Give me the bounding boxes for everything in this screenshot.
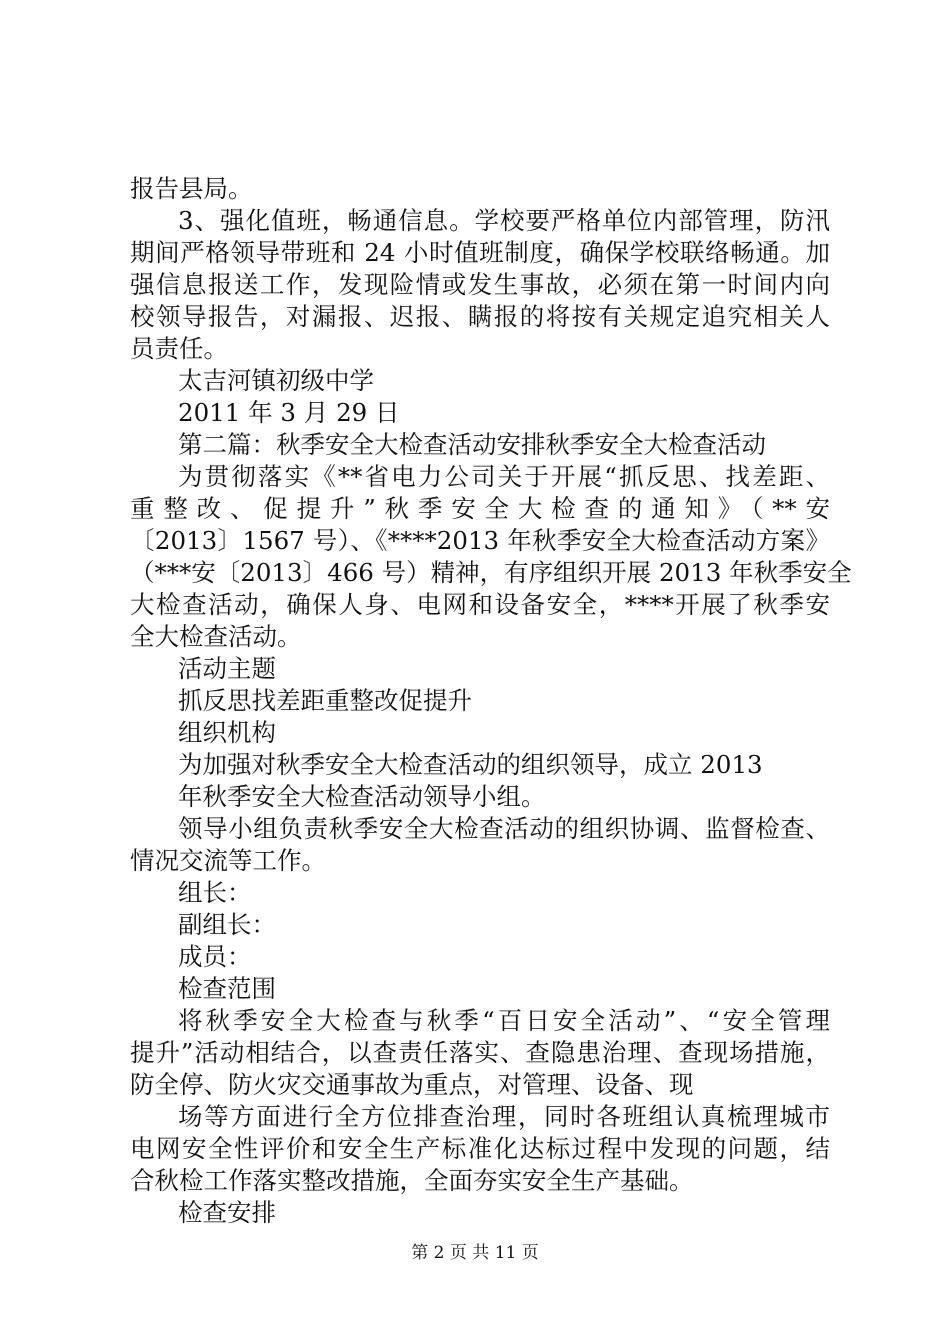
body-text-line: 成员： xyxy=(178,942,252,971)
body-text-line: 为加强对秋季安全大检查活动的组织领导，成立 2013 xyxy=(178,750,763,779)
body-text-line: 副组长： xyxy=(178,910,276,939)
signature-org: 太吉河镇初级中学 xyxy=(178,366,374,395)
body-text-line: 员责任。 xyxy=(130,334,228,363)
body-text-line: 强信息报送工作，发现险情或发生事故，必须在第一时间内向 xyxy=(130,270,830,299)
body-text-line: 3、强化值班，畅通信息。学校要严格单位内部管理，防汛 xyxy=(178,206,830,235)
body-text-line: 提升”活动相结合，以查责任落实、查隐患治理、查现场措施， xyxy=(130,1038,830,1067)
body-text-line: 将秋季安全大检查与秋季“百日安全活动”、“安全管理 xyxy=(178,1006,830,1035)
body-text-line: 全大检查活动。 xyxy=(130,622,302,651)
body-text-line: 报告县局。 xyxy=(130,174,253,203)
subheading: 检查范围 xyxy=(178,974,276,1003)
page-footer: 第 2 页 共 11 页 xyxy=(411,1243,539,1263)
subheading: 检查安排 xyxy=(178,1198,276,1227)
subheading: 活动主题 xyxy=(178,654,276,683)
body-text-line: 重整改、促提升”秋季安全大检查的通知》（**安 xyxy=(130,494,830,523)
body-text-line: 领导小组负责秋季安全大检查活动的组织协调、监督检查、 xyxy=(178,814,830,843)
subheading: 组织机构 xyxy=(178,718,276,747)
signature-date: 2011 年 3 月 29 日 xyxy=(178,398,400,427)
body-text-line: 抓反思找差距重整改促提升 xyxy=(178,686,472,715)
body-text-line: 〔2013〕1567 号）、《****2013 年秋季安全大检查活动方案》 xyxy=(130,526,830,555)
section-heading: 第二篇：秋季安全大检查活动安排秋季安全大检查活动 xyxy=(178,430,766,459)
body-text-line: 年秋季安全大检查活动领导小组。 xyxy=(178,782,546,811)
body-text-line: 防全停、防火灾交通事故为重点，对管理、设备、现 xyxy=(130,1070,694,1099)
body-text-line: 校领导报告，对漏报、迟报、瞒报的将按有关规定追究相关人 xyxy=(130,302,830,331)
body-text-line: （***安〔2013〕466 号）精神，有序组织开展 2013 年秋季安全 xyxy=(130,558,852,587)
body-text-line: 合秋检工作落实整改措施，全面夯实安全生产基础。 xyxy=(130,1166,694,1195)
body-text-line: 场等方面进行全方位排查治理，同时各班组认真梳理城市 xyxy=(178,1102,830,1131)
body-text-line: 组长： xyxy=(178,878,252,907)
body-text-line: 电网安全性评价和安全生产标准化达标过程中发现的问题，结 xyxy=(130,1134,830,1163)
body-text-line: 大检查活动，确保人身、电网和设备安全，****开展了秋季安 xyxy=(130,590,830,619)
body-text-line: 期间严格领导带班和 24 小时值班制度，确保学校联络畅通。加 xyxy=(130,238,830,267)
body-text-line: 为贯彻落实《**省电力公司关于开展“抓反思、找差距、 xyxy=(178,462,830,491)
body-text-line: 情况交流等工作。 xyxy=(130,846,326,875)
